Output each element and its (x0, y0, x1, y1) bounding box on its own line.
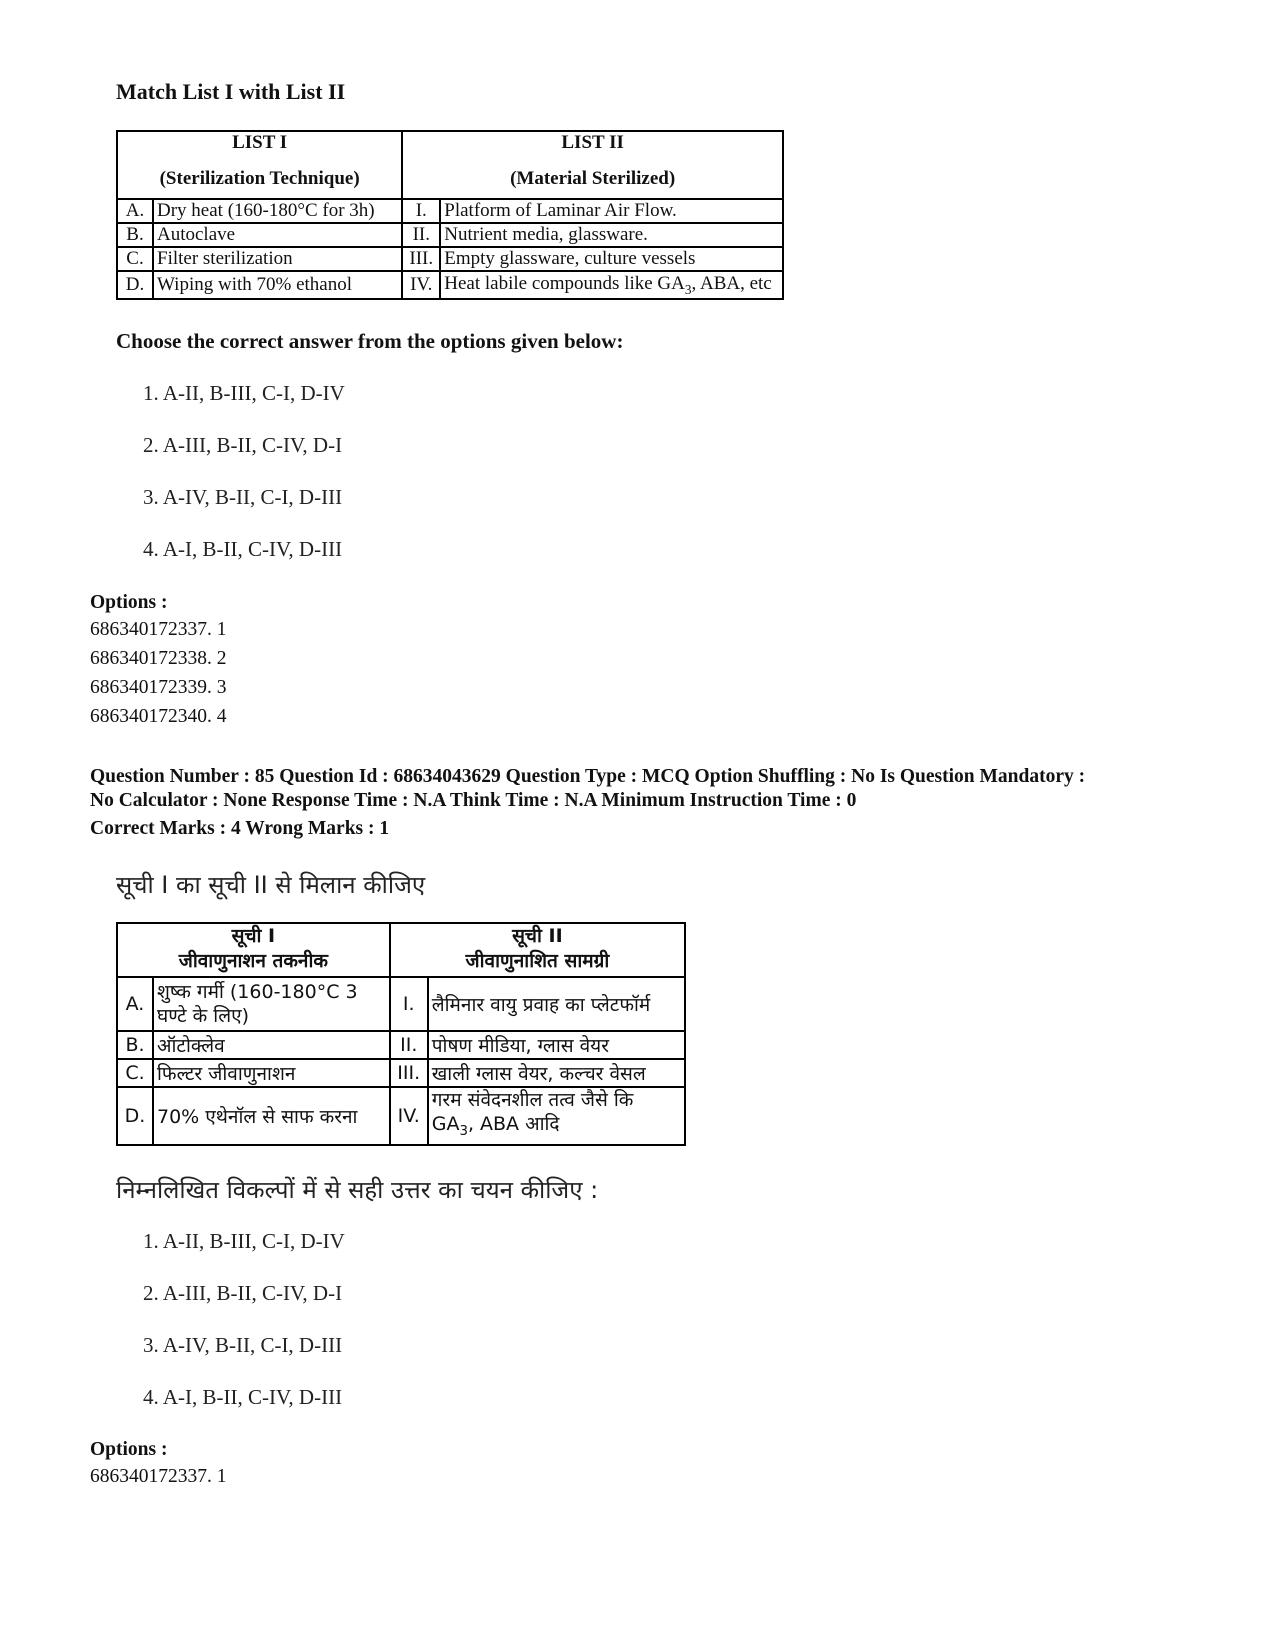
table-row: C. Filter sterilization III. Empty glassware, culture vessels (117, 247, 783, 271)
list-item: 3. A-IV, B-II, C-I, D-III (143, 1333, 343, 1357)
q2-list2-header: सूची II जीवाणुनाशित सामग्री (390, 923, 685, 977)
list-item: 1. A-II, B-III, C-I, D-IV (143, 1229, 345, 1253)
q2-meta: Question Number : 85 Question Id : 68634043629 Question Type : MCQ Option Shuffling : No Is Question Mandatory : No Calculator : None Response Time : N.A Think Time : N.A Minimum Instruction Time : 0 Correct Marks : 4 Wrong Marks : 1 (90, 766, 1086, 839)
q2-match-table (116, 922, 686, 1146)
q1-options-list (90, 615, 227, 731)
list-item: 1. A-II, B-III, C-I, D-IV (143, 381, 345, 405)
q2-choices-list (143, 1228, 345, 1436)
q2-options-list (90, 1462, 227, 1491)
q1-options-label: Options : (90, 592, 168, 613)
option-item: 686340172339. 3 (90, 677, 227, 698)
list-item: 4. A-I, B-II, C-IV, D-III (143, 537, 343, 561)
option-item: 686340172338. 2 (90, 648, 227, 669)
list-item: 3. A-IV, B-II, C-I, D-III (143, 485, 343, 509)
table-row: D. 70% एथेनॉल से साफ करना IV. गरम संवेदनशील तत्व जैसे कि $GA_3$, ABA आदि (117, 1087, 685, 1145)
table-row: C. फिल्टर जीवाणुनाशन III. खाली ग्लास वेयर, कल्चर वेसल (117, 1059, 685, 1087)
q1-choose-text: Choose the correct answer from the options given below: (116, 329, 624, 353)
option-item: 686340172337. 1 (90, 619, 227, 640)
q2-options-label: Options : (90, 1439, 168, 1460)
q1-list1-header: LIST I (Sterilization Technique) (117, 131, 402, 199)
table-row: D. Wiping with 70% ethanol IV. Heat labile compounds like $GA_3$, ABA, etc (117, 271, 783, 299)
table-row: B. ऑटोक्लेव II. पोषण मीडिया, ग्लास वेयर (117, 1031, 685, 1059)
option-item: 686340172340. 4 (90, 706, 227, 727)
q2-heading: सूची I का सूची II से मिलान कीजिए (116, 871, 426, 899)
list-item: 4. A-I, B-II, C-IV, D-III (143, 1385, 343, 1409)
table-row: A. शुष्क गर्मी (160-180°C 3 घण्टे के लिए) I. लैमिनार वायु प्रवाह का प्लेटफॉर्म (117, 977, 685, 1031)
q1-heading: Match List I with List II (116, 79, 346, 104)
table-row: B. Autoclave II. Nutrient media, glassware. (117, 223, 783, 247)
q2-list1-header: सूची I जीवाणुनाशन तकनीक (117, 923, 390, 977)
option-item: 686340172337. 1 (90, 1466, 227, 1487)
list-item: 2. A-III, B-II, C-IV, D-I (143, 1281, 343, 1305)
q1-match-table (116, 130, 784, 300)
table-row: A. Dry heat (160-180°C for 3h) I. Platform of Laminar Air Flow. (117, 199, 783, 223)
q1-list2-header: LIST II (Material Sterilized) (402, 131, 783, 199)
q1-choices-list (143, 380, 345, 588)
list-item: 2. A-III, B-II, C-IV, D-I (143, 433, 343, 457)
q2-choose-text: निम्नलिखित विकल्पों में से सही उत्तर का चयन कीजिए : (116, 1176, 599, 1204)
